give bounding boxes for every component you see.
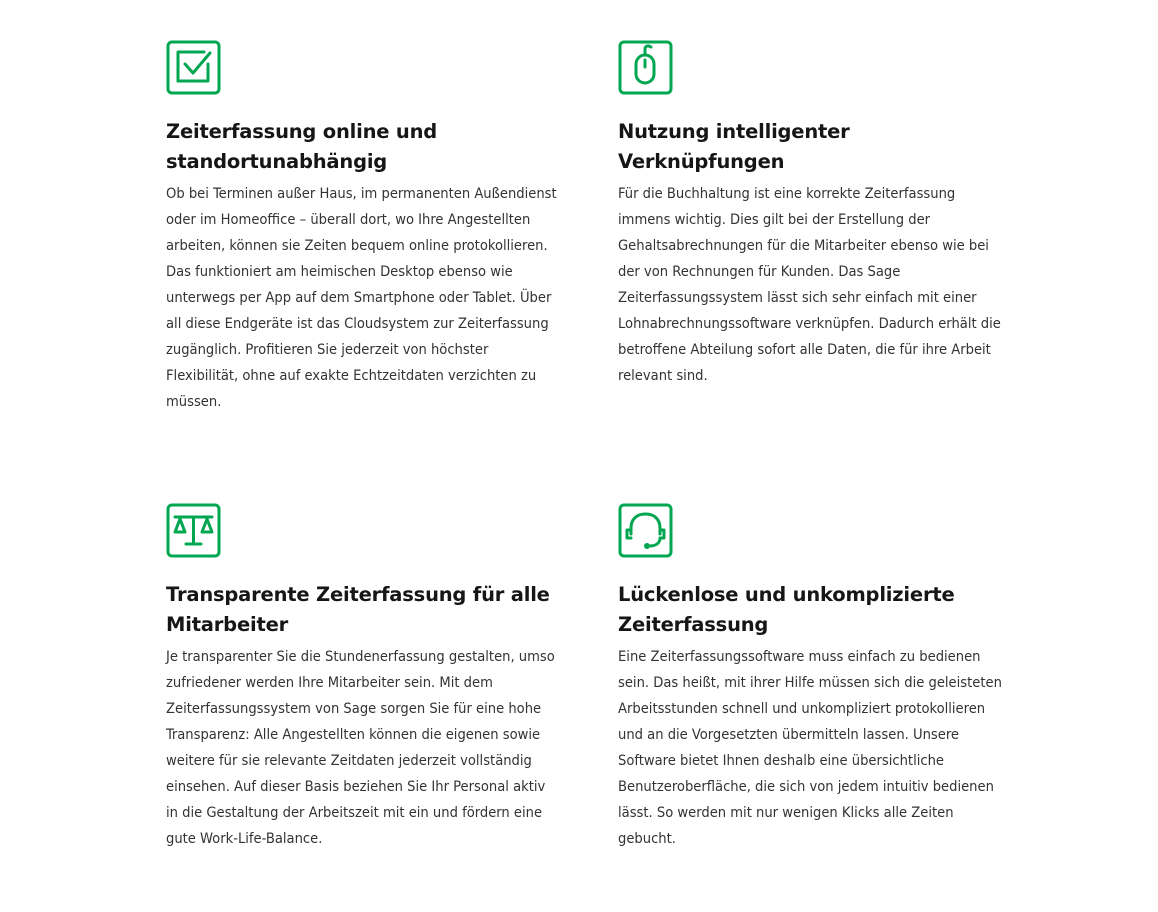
feature-description: Je transparenter Sie die Stundenerfassung gestalten, umso zufriedener werden Ihre Mitarbeiter sein. Mit dem Zeiterfassungssystem von Sage sorgen Sie für eine hohe Transparenz: Alle Angestellten können die eigenen sowie weitere für sie relevante Zeitdaten jederzeit vollständig einsehen. Auf dieser Basis beziehen Sie Ihr Personal aktiv in die Gestaltung der Arbeitszeit mit ein und fördern eine gute Work-Life-Balance. — [166, 648, 555, 847]
feature-description: Ob bei Terminen außer Haus, im permanenten Außendienst oder im Homeoffice – überall dort, wo Ihre Angestellten arbeiten, können sie Zeiten bequem online protokollieren. Das funktioniert am heimischen Desktop ebenso wie unterwegs per App auf dem Smartphone oder Tablet. Über all diese Endgeräte ist das Cloudsystem zur Zeiterfassung zugänglich. Profitieren Sie jederzeit von höchster Flexibilität, ohne auf exakte Echtzeitdaten verzichten zu müssen. — [166, 185, 557, 410]
headset-icon — [618, 503, 673, 558]
feature-transparent-tracking — [166, 503, 566, 852]
feature-description: Für die Buchhaltung ist eine korrekte Zeiterfassung immens wichtig. Dies gilt bei der Erstellung der Gehaltsabrechnungen für die Mitarbeiter ebenso wie bei der von Rechnungen für Kunden. Das Sage Zeiterfassungssystem lässt sich sehr einfach mit einer Lohnabrechnungssoftware verknüpfen. Dadurch erhält die betroffene Abteilung sofort alle Daten, die für ihre Arbeit relevant sind. — [618, 185, 1001, 384]
feature-online-time-tracking — [166, 40, 566, 415]
feature-description: Eine Zeiterfassungssoftware muss einfach zu bedienen sein. Das heißt, mit ihrer Hilfe müssen sich die geleisteten Arbeitsstunden schnell und unkompliziert protokollieren und an die Vorgesetzten übermitteln lassen. Unsere Software bietet Ihnen deshalb eine übersichtliche Benutzeroberfläche, die sich von jedem intuitiv bedienen lässt. So werden mit nur wenigen Klicks alle Zeiten gebucht. — [618, 648, 1002, 847]
mouse-icon — [618, 40, 673, 95]
scales-icon — [166, 503, 221, 558]
checkbox-icon — [166, 40, 221, 95]
feature-seamless-tracking — [618, 503, 1018, 852]
feature-title: Transparente Zeiterfassung für alle Mitarbeiter — [166, 583, 550, 636]
feature-title: Lückenlose und unkomplizierte Zeiterfassung — [618, 583, 955, 636]
feature-title: Zeiterfassung online und standortunabhängig — [166, 120, 438, 173]
feature-smart-integrations — [618, 40, 1018, 389]
feature-title: Nutzung intelligenter Verknüpfungen — [618, 120, 850, 173]
